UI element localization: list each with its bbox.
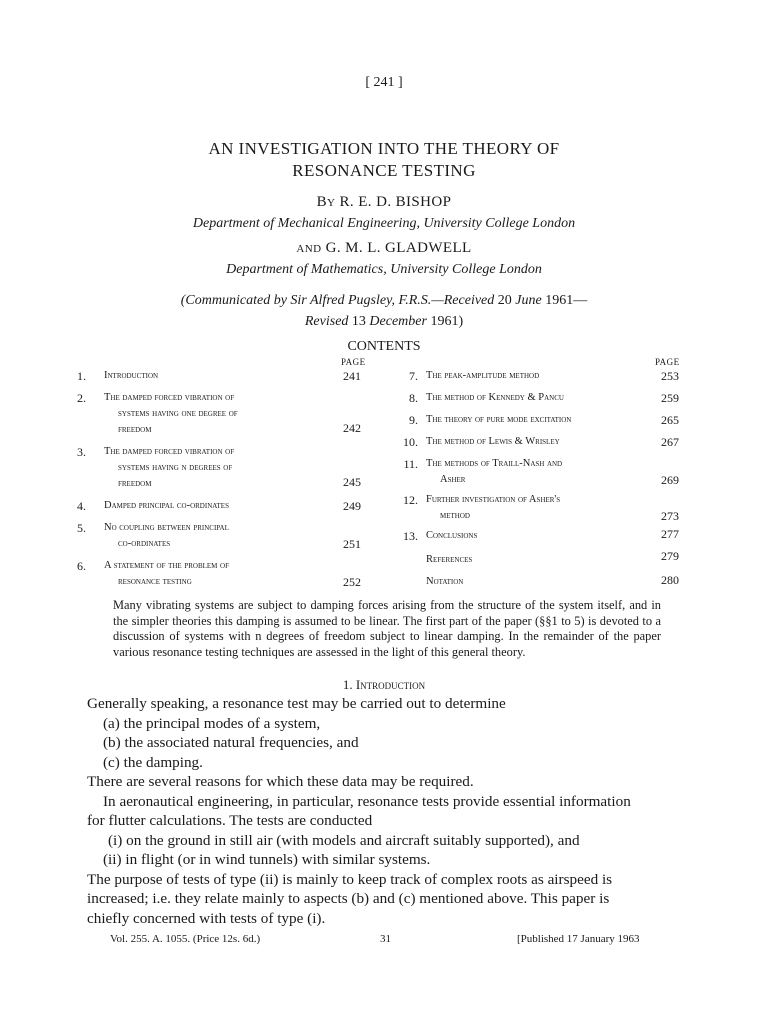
toc-page-label-left: PAGE <box>341 357 366 367</box>
body-line: There are several reasons for which these data may be required. <box>87 773 474 790</box>
body-line: (a) the principal modes of a system, <box>103 714 321 732</box>
paper-title <box>0 138 768 182</box>
section-body <box>0 694 768 927</box>
toc-page-label-right: PAGE <box>655 357 680 367</box>
page-number: [ 241 ] <box>365 75 403 90</box>
body-line: (ii) in flight (or in wind tunnels) with similar systems. <box>103 851 431 868</box>
author-name: R. E. D. BISHOP <box>339 194 452 210</box>
footer-volume: Vol. 255. A. 1055. (Price 12s. 6d.) <box>110 933 261 945</box>
author-name: G. M. L. GLADWELL <box>325 240 472 256</box>
abstract: Many vibrating systems are subject to damping forces arising from the structure of the system itself, and in the simpler theories this damping is assumed to be linear. The first part of the paper (§§1 to 5) is devoted to a discussion of systems with n degrees of freedom subject to linear damping. In the remainder of the paper various resonance testing techniques are assessed in the light of this general theory. <box>113 598 661 659</box>
body-line: increased; i.e. they relate mainly to aspects (b) and (c) mentioned above. This paper is <box>87 890 610 907</box>
body-line: (b) the associated natural frequencies, and <box>103 734 359 751</box>
body-line: In aeronautical engineering, in particular, resonance tests provide essential information <box>103 792 631 810</box>
body-line: Generally speaking, a resonance test may be carried out to determine <box>87 695 506 712</box>
author-1 <box>0 194 768 211</box>
body-line: The purpose of tests of type (ii) is mainly to keep track of complex roots as airspeed is <box>87 870 613 888</box>
body-line: for flutter calculations. The tests are conducted <box>87 812 373 829</box>
author-prefix: By <box>316 194 336 210</box>
affiliation-2: Department of Mathematics, University College London <box>226 262 542 277</box>
affiliation-1: Department of Mechanical Engineering, University College London <box>192 216 576 231</box>
communicated-note: (Communicated by Sir Alfred Pugsley, F.R.S.—Received 20 June 1961— Revised 13 December 1961) <box>180 293 588 329</box>
body-line: (c) the damping. <box>103 753 203 771</box>
title-line-1: AN INVESTIGATION INTO THE THEORY OF <box>208 139 560 158</box>
body-line: chiefly concerned with tests of type (i). <box>87 909 326 927</box>
title-line-2: RESONANCE TESTING <box>292 161 476 180</box>
toc-right-column: 7. The peak-amplitude method 253 8. The method of Kennedy & Pancu 259 9. The theory of pure mode excitation 265 10. The method of Lewis & Wrisley 267 11. The methods of Traill-Nash and Asher 269 12. Further investigation of Asher's method 273 13. Conclusions 277 References 279 Notation 280 <box>403 369 679 587</box>
footer-sheet: 31 <box>380 933 391 945</box>
author-prefix: and <box>296 240 322 256</box>
toc-left-column: 1. Introduction 241 2. The damped forced vibration of systems having one degree of freedom 242 3. The damped forced vibration of systems having n degrees of freedom 245 4. Damped principal co-ordinates 249 5. No coupling between principal co-ordinates 251 6. A statement of the problem of resonance testing 252 <box>77 369 361 589</box>
footer-published: [Published 17 January 1963 <box>517 933 640 945</box>
body-line: (i) on the ground in still air (with models and aircraft suitably supported), and <box>108 831 580 849</box>
section-heading: 1. Introduction <box>342 677 426 692</box>
author-2 <box>0 240 768 257</box>
contents-heading: CONTENTS <box>347 339 421 354</box>
